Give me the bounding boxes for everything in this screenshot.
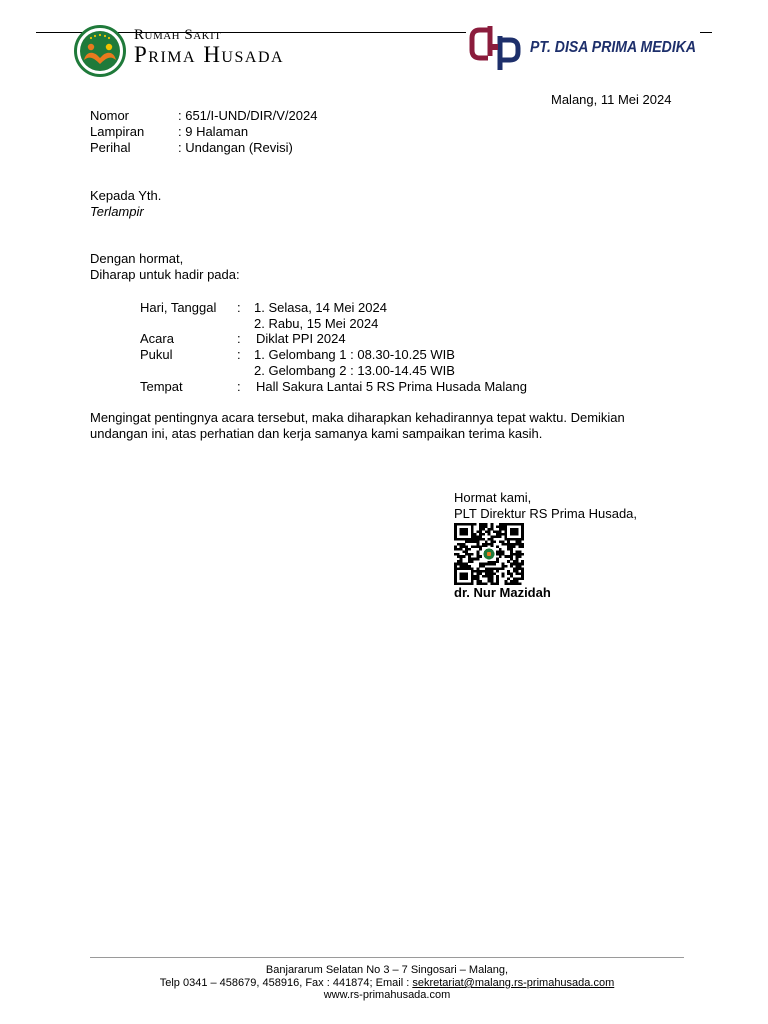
detail-label-acara: Acara (140, 331, 174, 346)
signature-qr-code (454, 523, 524, 585)
disa-logo (468, 22, 524, 74)
detail-label-hari: Hari, Tanggal (140, 300, 217, 315)
detail-label-pukul: Pukul (140, 347, 173, 362)
detail-value-hari-1: 1. Selasa, 14 Mei 2024 (254, 300, 387, 315)
footer-website: www.rs-primahusada.com (323, 989, 451, 1001)
rs-name-line1: Rumah Sakit (134, 27, 222, 43)
detail-value-acara: Diklat PPI 2024 (256, 331, 346, 346)
recipient-line1: Kepada Yth. (90, 188, 162, 203)
header-rule-right (700, 32, 712, 33)
meta-value-nomor: : 651/I-UND/DIR/V/2024 (178, 108, 318, 123)
footer-email-link[interactable]: sekretariat@malang.rs-primahusada.com (412, 977, 615, 989)
rs-name-line2: Prima Husada (134, 42, 285, 67)
letter-date: Malang, 11 Mei 2024 (551, 92, 672, 107)
recipient-line2: Terlampir (90, 204, 144, 219)
greeting-line1: Dengan hormat, (90, 251, 184, 266)
detail-value-pukul-2: 2. Gelombang 2 : 13.00-14.45 WIB (254, 363, 455, 378)
detail-colon-hari: : (237, 300, 241, 315)
greeting-line2: Diharap untuk hadir pada: (90, 267, 240, 282)
meta-value-lampiran: : 9 Halaman (178, 124, 249, 139)
meta-label-nomor: Nomor (90, 108, 130, 123)
meta-label-lampiran: Lampiran (90, 124, 145, 139)
detail-colon-acara: : (237, 331, 241, 346)
company-name: PT. DISA PRIMA MEDIKA (530, 39, 697, 56)
body-line1: Mengingat pentingnya acara tersebut, maka diharapkan kehadirannya tepat waktu. Demikian (90, 410, 625, 425)
signature-closing: Hormat kami, (454, 490, 532, 505)
meta-value-perihal: : Undangan (Revisi) (178, 140, 293, 155)
footer-divider (90, 957, 684, 958)
detail-value-pukul-1: 1. Gelombang 1 : 08.30-10.25 WIB (254, 347, 455, 362)
footer-phone-fax: Telp 0341 – 458679, 458916, Fax : 441874; Email : (159, 977, 413, 989)
detail-colon-pukul: : (237, 347, 241, 362)
detail-value-hari-2: 2. Rabu, 15 Mei 2024 (254, 316, 379, 331)
detail-label-tempat: Tempat (140, 379, 183, 394)
detail-value-tempat: Hall Sakura Lantai 5 RS Prima Husada Malang (256, 379, 527, 394)
footer-address: Banjararum Selatan No 3 – 7 Singosari – Malang, (265, 964, 509, 976)
body-line2: undangan ini, atas perhatian dan kerja samanya kami sampaikan terima kasih. (90, 426, 543, 441)
signature-title: PLT Direktur RS Prima Husada, (454, 506, 638, 521)
rs-logo (74, 25, 126, 77)
detail-colon-tempat: : (237, 379, 241, 394)
signatory-name: dr. Nur Mazidah (454, 585, 551, 600)
meta-label-perihal: Perihal (90, 140, 131, 155)
